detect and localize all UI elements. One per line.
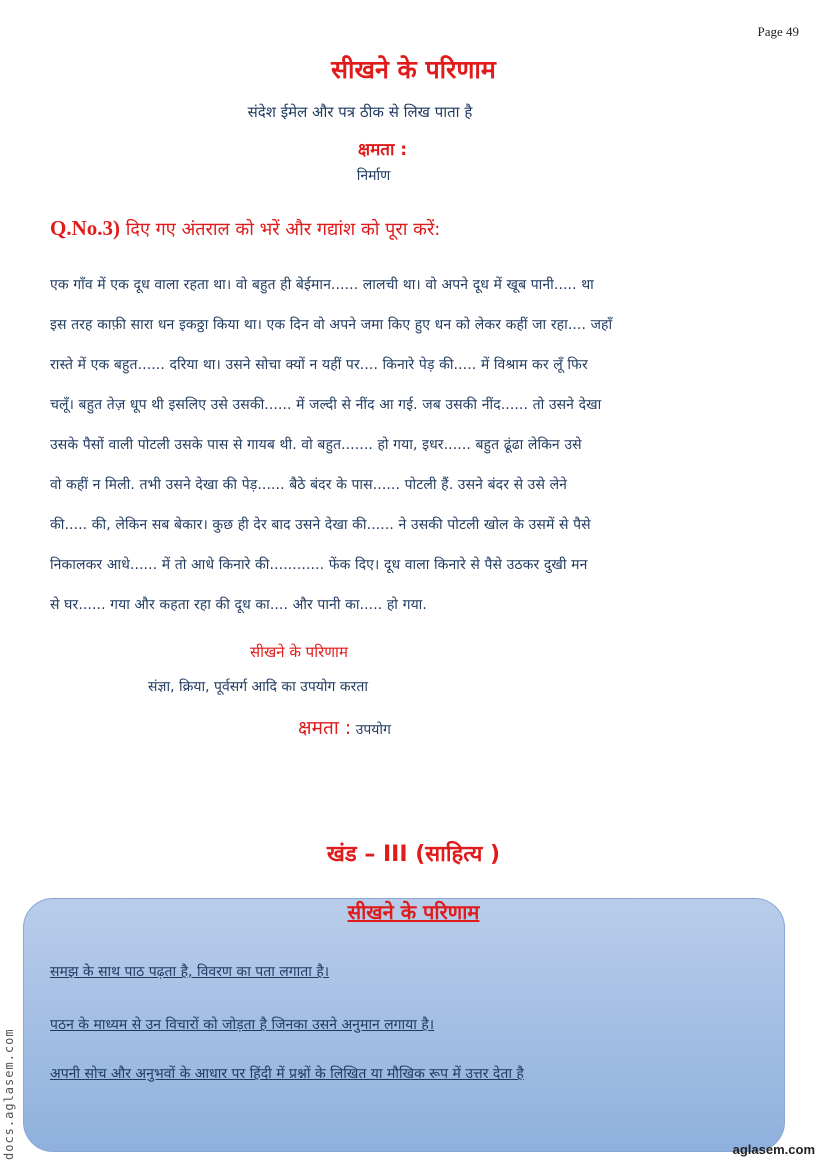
passage-line: निकालकर आधे...... में तो आधे किनारे की............ फेंक दिए। दूध वाला किनारे से पैसे उठकर दुखी मन	[50, 557, 588, 573]
brand-footer: aglasem.com	[732, 1142, 815, 1157]
section-heading-text: खंड – III (साहित्य )	[326, 842, 501, 867]
question-heading	[50, 216, 440, 241]
learning-outcome-statement-2: संज्ञा, क्रिया, पूर्वसर्ग आदि का उपयोग करता	[148, 679, 368, 695]
passage-line: वो कहीं न मिली. तभी उसने देखा की पेड़...... बैठे बंदर के पास...... पोटली हैं. उसने बंदर से उसे लेने	[50, 477, 568, 493]
question-number: Q.No.3)	[50, 216, 120, 240]
passage-line: इस तरह काफ़ी सारा धन इकठ्ठा किया था। एक दिन वो अपने जमा किए हुए धन को लेकर कहीं जा रहा.... जहाँ	[50, 317, 613, 333]
passage	[50, 270, 780, 630]
capability-value-2: उपयोग	[355, 722, 391, 738]
capability-value: निर्माण	[356, 168, 391, 184]
outcome-item: पठन के माध्यम से उन विचारों को जोड़ता है जिनका उसने अनुमान लगाया है।	[50, 1017, 435, 1033]
passage-line: रास्ते में एक बहुत...... दरिया था। उसने सोचा क्यों न यहीं पर.... किनारे पेड़ की..... में विश्राम कर लूँ फिर	[50, 357, 588, 373]
capability-row-2	[298, 714, 391, 740]
outcome-item: समझ के साथ पाठ पढ़ता है, विवरण का पता लगाता है।	[50, 964, 330, 980]
capability-label: क्षमता :	[357, 140, 408, 160]
learning-outcome-statement: संदेश ईमेल और पत्र ठीक से लिख पाता है	[247, 103, 473, 121]
passage-line: चलूँ। बहुत तेज़ धूप थी इसलिए उसे उसकी...... में जल्दी से नींद आ गई. जब उसकी नींद...... तो उसने देखा	[50, 397, 602, 413]
watermark: docs.aglasem.com	[2, 1028, 16, 1160]
page-number: Page 49	[757, 24, 799, 39]
section-heading	[0, 838, 827, 868]
outcome-item: अपनी सोच और अनुभवों के आधार पर हिंदी में प्रश्नों के लिखित या मौखिक रूप में उत्तर देता है	[50, 1066, 524, 1082]
learning-outcome-title-2: सीखने के परिणाम	[250, 643, 348, 661]
passage-line: उसके पैसों वाली पोटली उसके पास से गायब थी. वो बहुत....... हो गया, इधर...... बहुत ढूंढा लेकिन उसे	[50, 437, 582, 453]
learning-outcome-title: सीखने के परिणाम	[331, 55, 496, 84]
question-text: दिए गए अंतराल को भरें और गद्यांश को पूरा करें:	[125, 219, 441, 240]
box-title: सीखने के परिणाम	[347, 900, 480, 924]
passage-line: की..... की, लेकिन सब बेकार। कुछ ही देर बाद उसने देखा की...... ने उसकी पोटली खोल के उसमें से पैसे	[50, 517, 591, 533]
passage-line: से घर...... गया और कहता रहा की दूध का.... और पानी का..... हो गया.	[50, 597, 427, 613]
passage-line: एक गाँव में एक दूध वाला रहता था। वो बहुत ही बेईमान...... लालची था। वो अपने दूध में खूब पानी..... था	[50, 277, 594, 293]
capability-label-2: क्षमता :	[298, 717, 352, 739]
